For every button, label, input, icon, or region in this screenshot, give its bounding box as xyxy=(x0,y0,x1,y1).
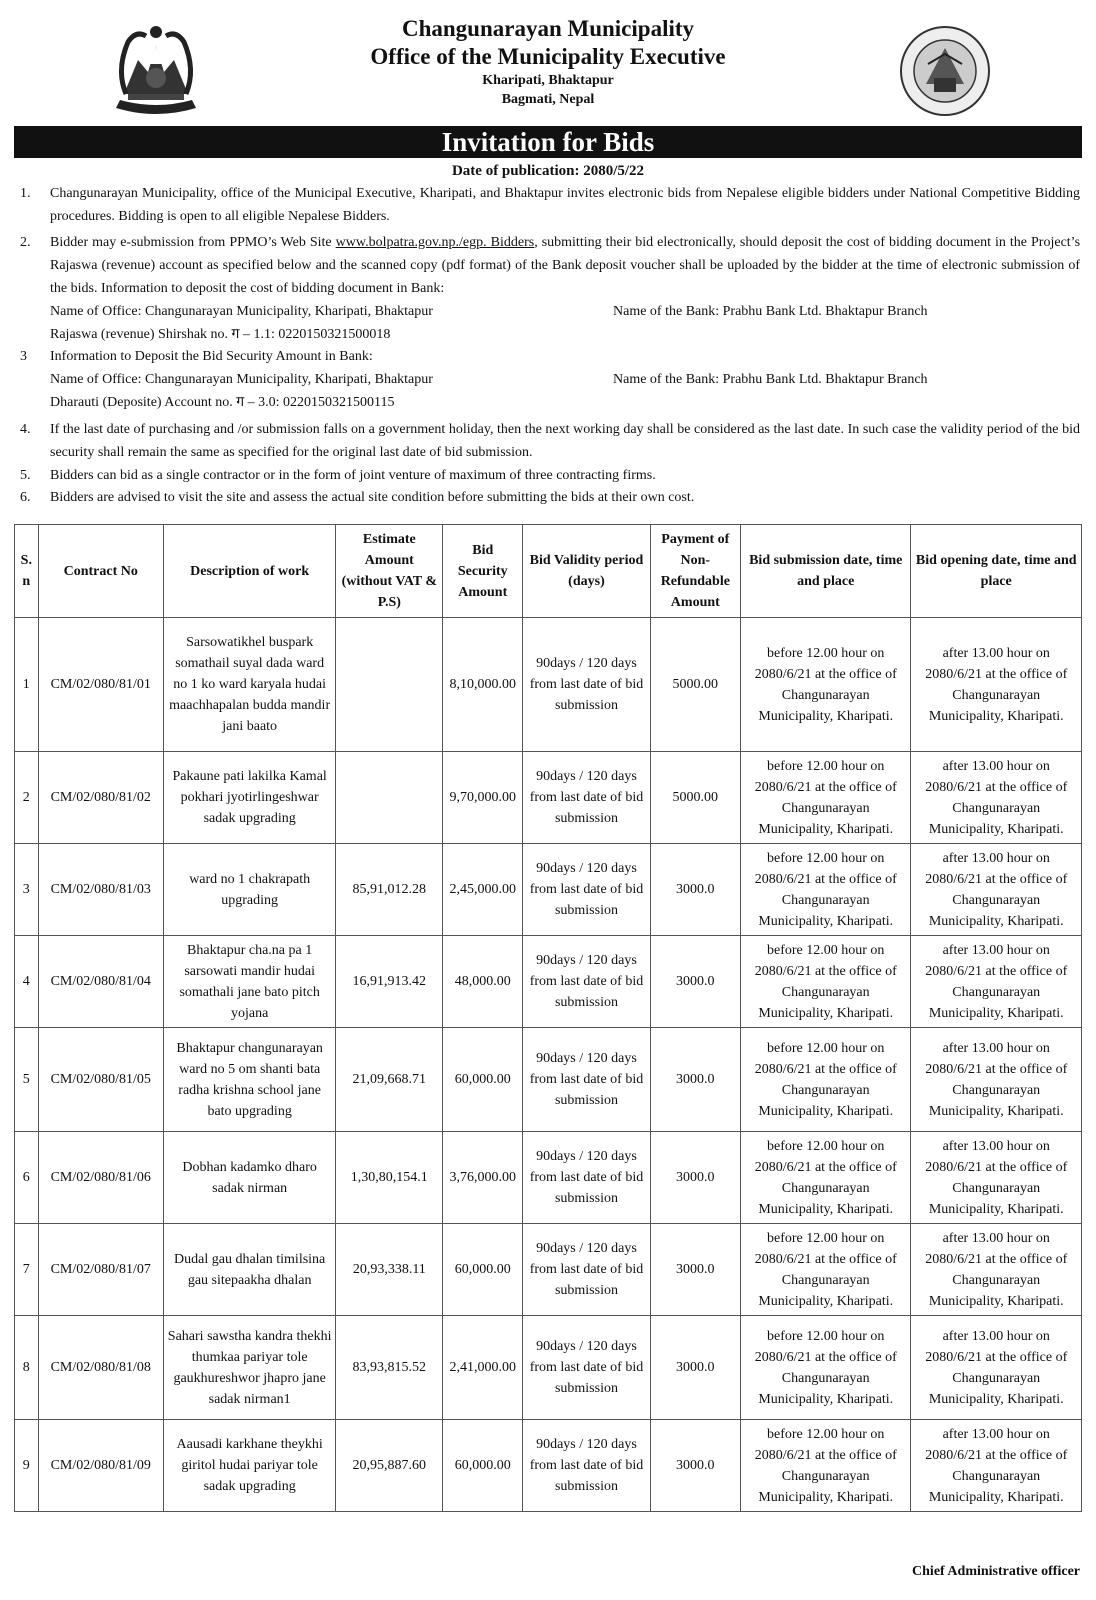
office-name: Office of the Municipality Executive xyxy=(370,44,726,69)
cell-validity: 90days / 120 days from last date of bid submission xyxy=(523,752,650,844)
cell-submission: before 12.00 hour on 2080/6/21 at the office of Changunarayan Municipality, Kharipati. xyxy=(740,752,910,844)
cell-validity: 90days / 120 days from last date of bid submission xyxy=(523,1420,650,1512)
cell-description: Pakaune pati lakilka Kamal pokhari jyotirlingeshwar sadak upgrading xyxy=(163,752,336,844)
cell-sn: 3 xyxy=(15,844,39,936)
cell-estimate: 85,91,012.28 xyxy=(336,844,443,936)
cell-sn: 7 xyxy=(15,1224,39,1316)
cell-contract-no: CM/02/080/81/07 xyxy=(38,1224,163,1316)
cell-contract-no: CM/02/080/81/09 xyxy=(38,1420,163,1512)
cell-sn: 1 xyxy=(15,618,39,752)
table-header-row xyxy=(15,525,1082,618)
col-header-security: Bid Security Amount xyxy=(443,525,523,618)
clause-4 xyxy=(20,418,1080,464)
clause-number: 2. xyxy=(20,235,31,250)
cell-validity: 90days / 120 days from last date of bid submission xyxy=(523,844,650,936)
table-row xyxy=(15,1224,1082,1316)
cell-sn: 9 xyxy=(15,1420,39,1512)
clause-number: 1. xyxy=(20,186,31,201)
cell-payment: 3000.0 xyxy=(650,936,740,1028)
cell-payment: 3000.0 xyxy=(650,844,740,936)
cell-description: ward no 1 chakrapath upgrading xyxy=(163,844,336,936)
cell-security: 60,000.00 xyxy=(443,1028,523,1132)
cell-opening: after 13.00 hour on 2080/6/21 at the office of Changunarayan Municipality, Kharipati. xyxy=(911,752,1082,844)
cell-contract-no: CM/02/080/81/03 xyxy=(38,844,163,936)
table-body xyxy=(15,618,1082,1512)
clause-number: 5. xyxy=(20,468,31,483)
cell-contract-no: CM/02/080/81/04 xyxy=(38,936,163,1028)
cell-submission: before 12.00 hour on 2080/6/21 at the office of Changunarayan Municipality, Kharipati. xyxy=(740,618,910,752)
cell-submission: before 12.00 hour on 2080/6/21 at the office of Changunarayan Municipality, Kharipati. xyxy=(740,844,910,936)
clause-text: If the last date of purchasing and /or submission falls on a government holiday, then the next working day shall be considered as the last date. In such case the validity period of the bid security shall remain the same as specified for the original last date of bid submission. xyxy=(50,422,1080,460)
cell-estimate: 83,93,815.52 xyxy=(336,1316,443,1420)
bolpatra-link[interactable]: www.bolpatra.gov.np./egp. Bidders xyxy=(335,235,535,250)
office-info: Name of Office: Changunarayan Municipality, Kharipati, Bhaktapur xyxy=(50,304,433,319)
cell-sn: 6 xyxy=(15,1132,39,1224)
cell-security: 3,76,000.00 xyxy=(443,1132,523,1224)
clause-number: 6. xyxy=(20,490,31,505)
cell-payment: 3000.0 xyxy=(650,1420,740,1512)
col-header-contract: Contract No xyxy=(38,525,163,618)
col-header-submission: Bid submission date, time and place xyxy=(740,525,910,618)
cell-payment: 3000.0 xyxy=(650,1132,740,1224)
table-row xyxy=(15,618,1082,752)
cell-submission: before 12.00 hour on 2080/6/21 at the office of Changunarayan Municipality, Kharipati. xyxy=(740,1132,910,1224)
bank-info: Name of the Bank: Prabhu Bank Ltd. Bhaktapur Branch xyxy=(613,304,928,319)
cell-submission: before 12.00 hour on 2080/6/21 at the office of Changunarayan Municipality, Kharipati. xyxy=(740,1028,910,1132)
letterhead xyxy=(0,14,1096,124)
cell-security: 60,000.00 xyxy=(443,1224,523,1316)
clause-text-part: , submitting their bid electronically, should deposit the cost of bidding document in the Project’s Rajaswa (revenue) account as specified below and the scanned copy (pdf format) of the Bank deposit voucher shall be uploaded by the bidder at the time of electronic submission of the bids. Information to deposit the cost of bidding document in Bank: xyxy=(50,235,1081,296)
cell-opening: after 13.00 hour on 2080/6/21 at the office of Changunarayan Municipality, Kharipati. xyxy=(911,1420,1082,1512)
cell-payment: 5000.00 xyxy=(650,752,740,844)
col-header-sn: S. n xyxy=(15,525,39,618)
cell-payment: 3000.0 xyxy=(650,1224,740,1316)
signatory-title: Chief Administrative officer xyxy=(912,1564,1080,1579)
cell-submission: before 12.00 hour on 2080/6/21 at the office of Changunarayan Municipality, Kharipati. xyxy=(740,1224,910,1316)
cell-estimate: 21,09,668.71 xyxy=(336,1028,443,1132)
clause-text: Bidders can bid as a single contractor or in the form of joint venture of maximum of three contracting firms. xyxy=(50,468,656,483)
cell-payment: 3000.0 xyxy=(650,1028,740,1132)
cell-description: Dudal gau dhalan timilsina gau sitepaakha dhalan xyxy=(163,1224,336,1316)
clause-text: Information to Deposit the Bid Security Amount in Bank: xyxy=(50,349,373,364)
col-header-description: Description of work xyxy=(163,525,336,618)
cell-sn: 2 xyxy=(15,752,39,844)
cell-sn: 4 xyxy=(15,936,39,1028)
table-row xyxy=(15,1420,1082,1512)
cell-sn: 5 xyxy=(15,1028,39,1132)
account-info: Rajaswa (revenue) Shirshak no. ग – 1.1: 0220150321500018 xyxy=(50,327,391,342)
clause-text: Changunarayan Municipality, office of the Municipal Executive, Kharipati, and Bhaktapur invites electronic bids from Nepalese eligible bidders under National Competitive Bidding procedures. Bidding is open to all eligible Nepalese Bidders. xyxy=(50,186,1080,224)
cell-payment: 3000.0 xyxy=(650,1316,740,1420)
clause-6 xyxy=(20,486,1080,509)
table-row xyxy=(15,936,1082,1028)
clause-text-part: Bidder may e-submission from PPMO’s Web Site xyxy=(50,235,332,250)
clause-text xyxy=(50,231,1080,300)
cell-validity: 90days / 120 days from last date of bid submission xyxy=(523,1316,650,1420)
cell-estimate: 16,91,913.42 xyxy=(336,936,443,1028)
col-header-opening: Bid opening date, time and place xyxy=(911,525,1082,618)
cell-submission: before 12.00 hour on 2080/6/21 at the office of Changunarayan Municipality, Kharipati. xyxy=(740,1420,910,1512)
table-row xyxy=(15,1132,1082,1224)
cell-security: 2,45,000.00 xyxy=(443,844,523,936)
table-row xyxy=(15,1316,1082,1420)
clause-text: Bidders are advised to visit the site and assess the actual site condition before submitting the bids at their own cost. xyxy=(50,490,695,505)
cell-estimate xyxy=(336,752,443,844)
cell-opening: after 13.00 hour on 2080/6/21 at the office of Changunarayan Municipality, Kharipati. xyxy=(911,936,1082,1028)
cell-description: Sarsowatikhel buspark somathail suyal dada ward no 1 ko ward karyala hudai maachhapalan budda mandir jani baato xyxy=(163,618,336,752)
clause-3 xyxy=(20,345,1080,414)
cell-validity: 90days / 120 days from last date of bid submission xyxy=(523,1224,650,1316)
clause-1 xyxy=(20,182,1080,228)
address-line-1: Kharipati, Bhaktapur xyxy=(482,73,614,88)
cell-estimate: 20,95,887.60 xyxy=(336,1420,443,1512)
address-line-2: Bagmati, Nepal xyxy=(501,92,595,107)
cell-description: Dobhan kadamko dharo sadak nirman xyxy=(163,1132,336,1224)
bank-info: Name of the Bank: Prabhu Bank Ltd. Bhaktapur Branch xyxy=(613,372,928,387)
cell-security: 8,10,000.00 xyxy=(443,618,523,752)
cell-contract-no: CM/02/080/81/06 xyxy=(38,1132,163,1224)
clause-number: 4. xyxy=(20,422,31,437)
cell-security: 60,000.00 xyxy=(443,1420,523,1512)
cell-validity: 90days / 120 days from last date of bid submission xyxy=(523,936,650,1028)
cell-contract-no: CM/02/080/81/02 xyxy=(38,752,163,844)
cell-validity: 90days / 120 days from last date of bid submission xyxy=(523,1132,650,1224)
cell-estimate: 20,93,338.11 xyxy=(336,1224,443,1316)
cell-security: 2,41,000.00 xyxy=(443,1316,523,1420)
cell-description: Bhaktapur changunarayan ward no 5 om shanti bata radha krishna school jane bato upgrading xyxy=(163,1028,336,1132)
cell-contract-no: CM/02/080/81/05 xyxy=(38,1028,163,1132)
cell-submission: before 12.00 hour on 2080/6/21 at the office of Changunarayan Municipality, Kharipati. xyxy=(740,936,910,1028)
cell-contract-no: CM/02/080/81/08 xyxy=(38,1316,163,1420)
clause-number: 3 xyxy=(20,349,27,364)
cell-payment: 5000.00 xyxy=(650,618,740,752)
table-row xyxy=(15,752,1082,844)
cell-opening: after 13.00 hour on 2080/6/21 at the office of Changunarayan Municipality, Kharipati. xyxy=(911,1224,1082,1316)
clause-2 xyxy=(20,231,1080,346)
office-info: Name of Office: Changunarayan Municipality, Kharipati, Bhaktapur xyxy=(50,372,433,387)
deposit-info-row xyxy=(50,368,1080,391)
bids-table xyxy=(14,524,1082,1512)
account-info: Dharauti (Deposite) Account no. ग – 3.0: 0220150321500115 xyxy=(50,395,395,410)
cell-security: 48,000.00 xyxy=(443,936,523,1028)
table-row xyxy=(15,1028,1082,1132)
cell-contract-no: CM/02/080/81/01 xyxy=(38,618,163,752)
cell-description: Bhaktapur cha.na pa 1 sarsowati mandir hudai somathali jane bato pitch yojana xyxy=(163,936,336,1028)
municipality-name: Changunarayan Municipality xyxy=(401,16,695,41)
table-row xyxy=(15,844,1082,936)
deposit-info-row xyxy=(50,300,1080,323)
publication-date: Date of publication: 2080/5/22 xyxy=(451,163,645,179)
cell-opening: after 13.00 hour on 2080/6/21 at the office of Changunarayan Municipality, Kharipati. xyxy=(911,1132,1082,1224)
cell-validity: 90days / 120 days from last date of bid submission xyxy=(523,618,650,752)
cell-estimate xyxy=(336,618,443,752)
cell-validity: 90days / 120 days from last date of bid submission xyxy=(523,1028,650,1132)
cell-opening: after 13.00 hour on 2080/6/21 at the office of Changunarayan Municipality, Kharipati. xyxy=(911,1316,1082,1420)
col-header-payment: Payment of Non-Refundable Amount xyxy=(650,525,740,618)
cell-description: Aausadi karkhane theykhi giritol hudai pariyar tole sadak upgrading xyxy=(163,1420,336,1512)
notice-title: Invitation for Bids xyxy=(14,126,1082,158)
cell-opening: after 13.00 hour on 2080/6/21 at the office of Changunarayan Municipality, Kharipati. xyxy=(911,618,1082,752)
cell-opening: after 13.00 hour on 2080/6/21 at the office of Changunarayan Municipality, Kharipati. xyxy=(911,1028,1082,1132)
cell-description: Sahari sawstha kandra thekhi thumkaa pariyar tole gaukhureshwor jhapro jane sadak nirman1 xyxy=(163,1316,336,1420)
col-header-validity: Bid Validity period (days) xyxy=(523,525,650,618)
cell-submission: before 12.00 hour on 2080/6/21 at the office of Changunarayan Municipality, Kharipati. xyxy=(740,1316,910,1420)
cell-estimate: 1,30,80,154.1 xyxy=(336,1132,443,1224)
cell-opening: after 13.00 hour on 2080/6/21 at the office of Changunarayan Municipality, Kharipati. xyxy=(911,844,1082,936)
cell-sn: 8 xyxy=(15,1316,39,1420)
col-header-estimate: Estimate Amount (without VAT & P.S) xyxy=(336,525,443,618)
clause-5 xyxy=(20,464,1080,487)
cell-security: 9,70,000.00 xyxy=(443,752,523,844)
